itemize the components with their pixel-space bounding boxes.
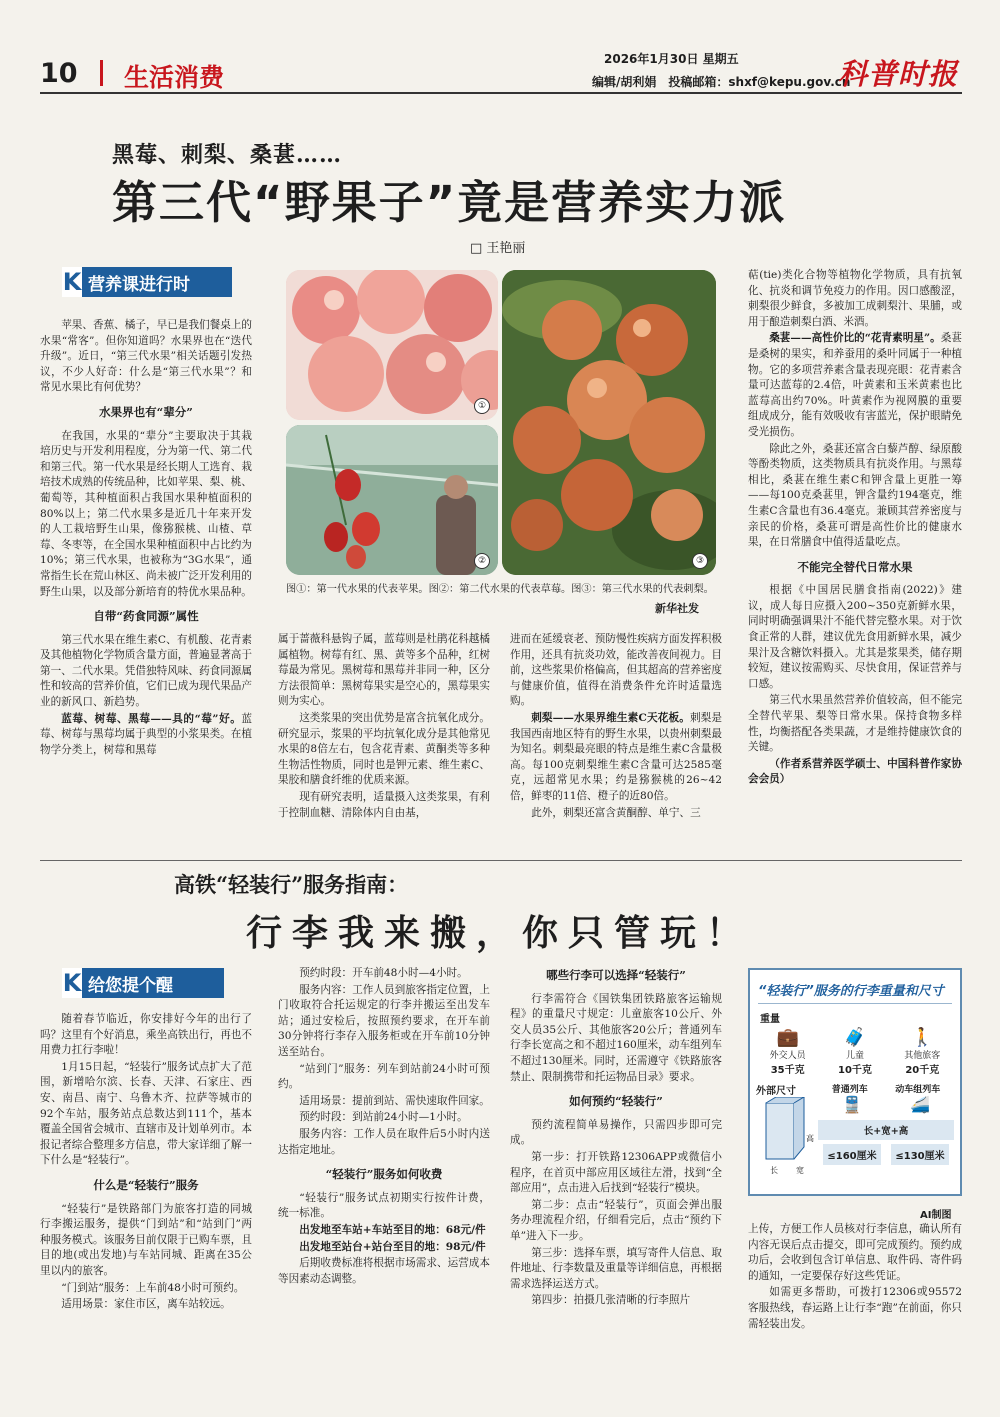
column-tag-nutrition: [62, 267, 232, 297]
train-icon: 🚆: [842, 1095, 862, 1114]
paragraph: 第二步：点击“轻装行”，页面会弹出服务办理流程介绍，仔细看完后，点击“预约下单”进入下一步。: [510, 1198, 722, 1242]
section-title: 生活消费: [124, 63, 225, 92]
paragraph: 预约时段：开车前48小时—4小时。: [299, 967, 468, 979]
dims-formula: 长+宽+高: [818, 1120, 954, 1140]
paragraph: “轻装行”服务试点初期实行按件计费，统一标准。: [278, 1191, 490, 1220]
infographic-title: “轻装行”服务的行李重量和尺寸: [758, 980, 952, 1004]
weight-item-label: 其他旅客: [904, 1051, 941, 1061]
paragraph: 现有研究表明，适量摄入这类浆果，有利于控制血糖、清除体内自由基，: [278, 790, 490, 819]
paragraph: “门到站”服务：上车前48小时可预约。: [61, 1281, 245, 1294]
k-icon: K: [62, 268, 82, 296]
paragraph: 适用场景：提前到站、需快速取件回家。: [299, 1094, 490, 1107]
photo-strawberries: [286, 425, 498, 575]
photo-caption: 图①：第一代水果的代表苹果。图②：第二代水果的代表草莓。图③：第三代水果的代表刺梨。: [286, 584, 714, 595]
photo-credit: 新华社发: [655, 602, 699, 615]
size-section: [756, 1082, 818, 1179]
bullet-train-limit: ≤130厘米: [891, 1144, 948, 1165]
normal-train-limit: ≤160厘米: [823, 1144, 880, 1165]
author-note: （作者系营养医学硕士、中国科普作家协会会员）: [748, 757, 962, 786]
rosa-roxburghii-illustration: [502, 270, 716, 575]
paragraph: 此外，刺梨还富含黄酮醇、单宁、三: [531, 806, 701, 819]
photo-number: ①: [474, 398, 490, 414]
article2-column-2: [278, 966, 490, 1288]
article1-column-2: [278, 632, 490, 822]
article1-headline: 第三代“野果子”竟是营养实力派: [112, 176, 787, 229]
paragraph: 出发地至车站+车站至目的地：68元/件: [299, 1223, 486, 1236]
article2-column-4: [748, 1222, 962, 1333]
photo-number: ②: [474, 553, 490, 569]
article2-kicker: 高铁“轻装行”服务指南：: [174, 872, 409, 897]
page-number: 10: [40, 58, 78, 89]
paragraph: 萜(tie)类化合物等植物化学物质，具有抗氧化、抗炎和调节免疫力的作用。因口感酸涩，刺梨很少鲜食，多被加工成刺梨汁、果脯，或用于酿造刺梨白酒、米酒。: [748, 269, 962, 328]
paragraph-text: 刺梨是我国西南地区特有的野生水果，以贵州刺梨最为知名。刺梨最亮眼的特点是维生素C含量极高。每100克刺梨维生素C含量可达2585毫克，远超常见水果；约是猕猴桃的26~42倍，鲜枣的11倍、橙子的近80倍。: [510, 711, 723, 802]
paragraph: 进而在延缓衰老、预防慢性疾病方面发挥积极作用，还具有抗炎功效，能改善夜间视力。目前，这些浆果价格偏高，但其超高的营养密度与健康价值，值得在消费条件允许时适量选购。: [510, 633, 722, 708]
normal-train-label: 普通列车: [831, 1085, 868, 1095]
paragraph: 预约时段：到站前24小时—1小时。: [299, 1111, 468, 1124]
paragraph: 服务内容：工作人员到旅客指定位置，上门收取符合托运规定的行李并搬运至出发车站；通过安检后，按照预约要求，在开车前30分钟将行李存入服务柜或在开车前10分钟送至站台。: [278, 983, 490, 1058]
weight-item-label: 儿童: [845, 1051, 864, 1061]
lead-in: 刺梨——水果界维生素C天花板。: [531, 711, 690, 724]
paragraph: 行李需符合《国铁集团铁路旅客运输规程》的重量尺寸规定：儿童旅客10公斤、外交人员35公斤、其他旅客20公斤；普通列车行李长宽高之和不超过160厘米，动车组列车不超过130厘米。同时，还需遵守《铁路旅客禁止、限制携带和托运物品目录》要求。: [510, 992, 722, 1083]
paragraph: [510, 711, 722, 805]
paragraph: [748, 331, 962, 440]
article2-column-3: [510, 966, 722, 1310]
bullet-train-label: 动车组列车: [895, 1085, 941, 1095]
paragraph: 上传，方便工作人员核对行李信息，确认所有内容无误后点击提交，即可完成预约。预约成功后，会收到包含订单信息、取件码、寄件码的通知，一定要保存好这些凭证。: [748, 1223, 962, 1282]
article-separator: [40, 860, 962, 861]
paragraph: 服务内容：工作人员在取件后5小时内送达指定地址。: [278, 1127, 490, 1156]
paragraph: 根据《中国居民膳食指南(2022)》建议，成人每日应摄入200~350克新鲜水果，同时明确强调果汁不能代替完整水果。对于饮食正常的人群，建议优先食用新鲜水果，减少果汁及含糖饮料摄入。尤其是浆果类，储存期较短，建议按需购买、尽快食用，保证营养与口感。: [748, 584, 962, 690]
paragraph: 如需更多帮助，可拨打12306或95572客服热线，春运路上让行李“跑”在前面，你只需轻装出发。: [748, 1286, 962, 1330]
article1-byline: □ 王艳丽: [470, 241, 526, 256]
photo-rosa-roxburghii: [502, 270, 716, 575]
article1-column-1: [40, 318, 252, 759]
header-rule: [40, 92, 962, 94]
article2-column-1: [40, 1012, 252, 1314]
header-divider: [100, 60, 103, 86]
article2-headline: 行李我来搬，你只管玩！: [246, 913, 753, 954]
issue-date: 2026年1月30日 星期五: [604, 52, 739, 66]
dim-length: 长: [770, 1166, 778, 1175]
weight-item-value: 10千克: [838, 1065, 872, 1076]
size-label: 外部尺寸: [756, 1086, 796, 1097]
lead-in: 桑葚——高性价比的“花青素明星”。: [769, 332, 941, 345]
paragraph: 在我国，水果的“辈分”主要取决于其栽培历史与开发利用程度，分为第一代、第二代和第三代。第一代水果是经长期人工选育、栽培技术成熟的传统品种，比如苹果、梨、桃、葡萄等，其种植面积占我国水果种植面积的80%以上；第二代水果多是近几十年来开发的人工栽培野生山果，像猕猴桃、山楂、草莓、冬枣等，在全国水果种植面积中占比约为10%；第三代水果，也被称为“3G水果”，通常指生长在荒山林区、尚未被广泛开发利用的野生山果，以及部分新培育的特优水果品种。: [40, 429, 252, 598]
paragraph: 第三步：选择车票，填写寄件人信息、取件地址、行李数量及重量等详细信息，再根据需求选择运送方式。: [510, 1246, 722, 1290]
paragraph: 预约流程简单易操作，只需四步即可完成。: [510, 1118, 722, 1147]
paragraph: 苹果、香蕉、橘子，早已是我们餐桌上的水果“常客”。但你知道吗？水果界也在“迭代升级”。近日，“第三代水果”相关话题引发热议，不少人好奇：什么是“第三代水果”？和常见水果比有何优势？: [40, 319, 252, 394]
weight-label: 重量: [760, 1014, 780, 1025]
article1-column-3: [510, 632, 722, 822]
lead-in: 蓝莓、树莓、黑莓——具的“莓”好。: [61, 712, 242, 725]
paragraph: 除此之外，桑葚还富含白藜芦醇、绿原酸等酚类物质，这类物质具有抗炎作用。与黑莓相比，桑葚在维生素C和钾含量上更胜一筹——每100克桑葚里，钾含量约194毫克，维生素C含量也有36.4毫克。兼顾其营养密度与亲民的价格，桑葚可谓是高性价比的健康水果，在日常膳食中值得适量吃点。: [748, 442, 962, 549]
briefcase-icon: 💼: [776, 1027, 799, 1048]
subheading: 水果界也有“辈分”: [99, 404, 193, 419]
paragraph-text: 桑葚是桑树的果实，和养蚕用的桑叶同属于一种植物。它的多项营养素含量表现亮眼：花青素含量可达蓝莓的2.4倍，叶黄素和玉米黄素也比蓝莓高出约70%。叶黄素作为视网膜的重要组成成分，能有效吸收有害蓝光，保护眼睛免受光损伤。: [748, 332, 962, 438]
dim-width: 宽: [796, 1166, 804, 1175]
column-tag-label: 营养课进行时: [88, 274, 190, 295]
subheading: “轻装行”服务如何收费: [325, 1167, 443, 1182]
child-luggage-icon: 🧳: [843, 1027, 867, 1048]
k-icon: K: [62, 969, 82, 997]
weight-other: [891, 1027, 953, 1076]
column-tag-label: 给您提个醒: [88, 975, 173, 996]
masthead-logo: 科普时报: [838, 57, 959, 91]
paragraph: 出发地至站台+站台至目的地：98元/件: [299, 1240, 486, 1253]
luggage-infographic: [748, 968, 962, 1196]
column-tag-reminder: [62, 968, 224, 998]
subheading: 哪些行李可以选择“轻装行”: [546, 968, 686, 982]
paragraph: “站到门”服务：列车到站前24小时可预约。: [278, 1062, 490, 1091]
editor-contact: 编辑/胡利娟 投稿邮箱：shxf@kepu.gov.cn: [592, 75, 851, 89]
paragraph: “轻装行”是铁路部门为旅客打造的同城行李搬运服务，提供“门到站”和“站到门”两种服务模式。该服务目前仅限于已购车票，且目的地(或出发地)与车站同城、距离在35公里以内的旅客。: [40, 1202, 252, 1277]
article1-kicker: 黑莓、刺梨、桑葚……: [112, 142, 343, 168]
article1-column-4: [748, 268, 962, 789]
paragraph: 这类浆果的突出优势是富含抗氧化成分。研究显示，浆果的平均抗氧化成分是其他常见水果的8倍左右，包含花青素、黄酮类等多种生物活性物质，同时也是钾元素、维生素C、果胶和膳食纤维的优质来源。: [278, 711, 490, 787]
weight-child: [824, 1027, 886, 1076]
traveler-icon: 🚶: [911, 1027, 934, 1048]
paragraph: 第三代水果在维生素C、有机酸、花青素及其他植物化学物质含量方面，普遍显著高于第一、二代水果。凭借独特风味、药食同源属性和较高的营养价值，它们已成为现代果品产业的新风口、新趋势。: [40, 633, 252, 709]
bullet-train-icon: 🚄: [910, 1095, 930, 1114]
weight-item-value: 20千克: [905, 1065, 940, 1076]
paragraph: 1月15日起，“轻装行”服务试点扩大了范围，新增哈尔滨、长春、天津、石家庄、西安、南昌、南宁、乌鲁木齐、拉萨等城市的92个车站，服务站点总数达到111个，基本覆盖全国省会城市、直辖市及计划单列市。本报记者综合整理多方信息，带大家详细了解一下什么是“轻装行”。: [40, 1060, 252, 1167]
subheading: 自带“药食同源”属性: [93, 609, 199, 624]
paragraph: [40, 712, 252, 759]
subheading: 如何预约“轻装行”: [569, 1094, 663, 1109]
paragraph: 第一步：打开铁路12306APP或微信小程序，在首页中部应用区域往左滑，找到“全部应用”，点击进入后找到“轻装行”模块。: [510, 1150, 722, 1195]
weight-item-value: 35千克: [770, 1065, 805, 1076]
infographic-credit: AI制图: [920, 1210, 952, 1221]
paragraph: 随着春节临近，你安排好今年的出行了吗？这里有个好消息，乘坐高铁出行，再也不用费力扛行李啦！: [40, 1013, 252, 1057]
apples-illustration: [286, 270, 498, 420]
subheading: 什么是“轻装行”服务: [93, 1177, 199, 1192]
dim-height: 高: [806, 1134, 814, 1143]
strawberries-illustration: [286, 425, 498, 575]
paragraph-text: 蓝莓、树莓与黑莓均属于典型的小浆果类。在植物学分类上，树莓和黑莓: [40, 712, 252, 756]
weight-item-label: 外交人员: [769, 1051, 806, 1061]
photo-number: ③: [692, 553, 708, 569]
weight-diplomat: [757, 1027, 819, 1076]
paragraph: 适用场景：家住市区，离车站较远。: [61, 1298, 231, 1311]
paragraph: 第三代水果虽然营养价值较高，但不能完全替代苹果、梨等日常水果。保持食物多样性，均衡搭配各类果蔬，才是维持健康饮食的关键。: [748, 694, 962, 754]
subheading: 不能完全替代日常水果: [797, 559, 913, 574]
paragraph: 属于蔷薇科悬钩子属，蓝莓则是杜鹃花科越橘属植物。树莓有红、黑、黄等多个品种，红树莓最为常见。黑树莓和黑莓并非同一种，区分方法很简单：黑树莓果实是空心的，黑莓果实则为实心。: [278, 633, 490, 708]
paragraph: 第四步：拍摄几张清晰的行李照片: [531, 1294, 691, 1307]
photo-apples: [286, 270, 498, 420]
paragraph: 后期收费标准将根据市场需求、运营成本等因素动态调整。: [278, 1257, 490, 1285]
